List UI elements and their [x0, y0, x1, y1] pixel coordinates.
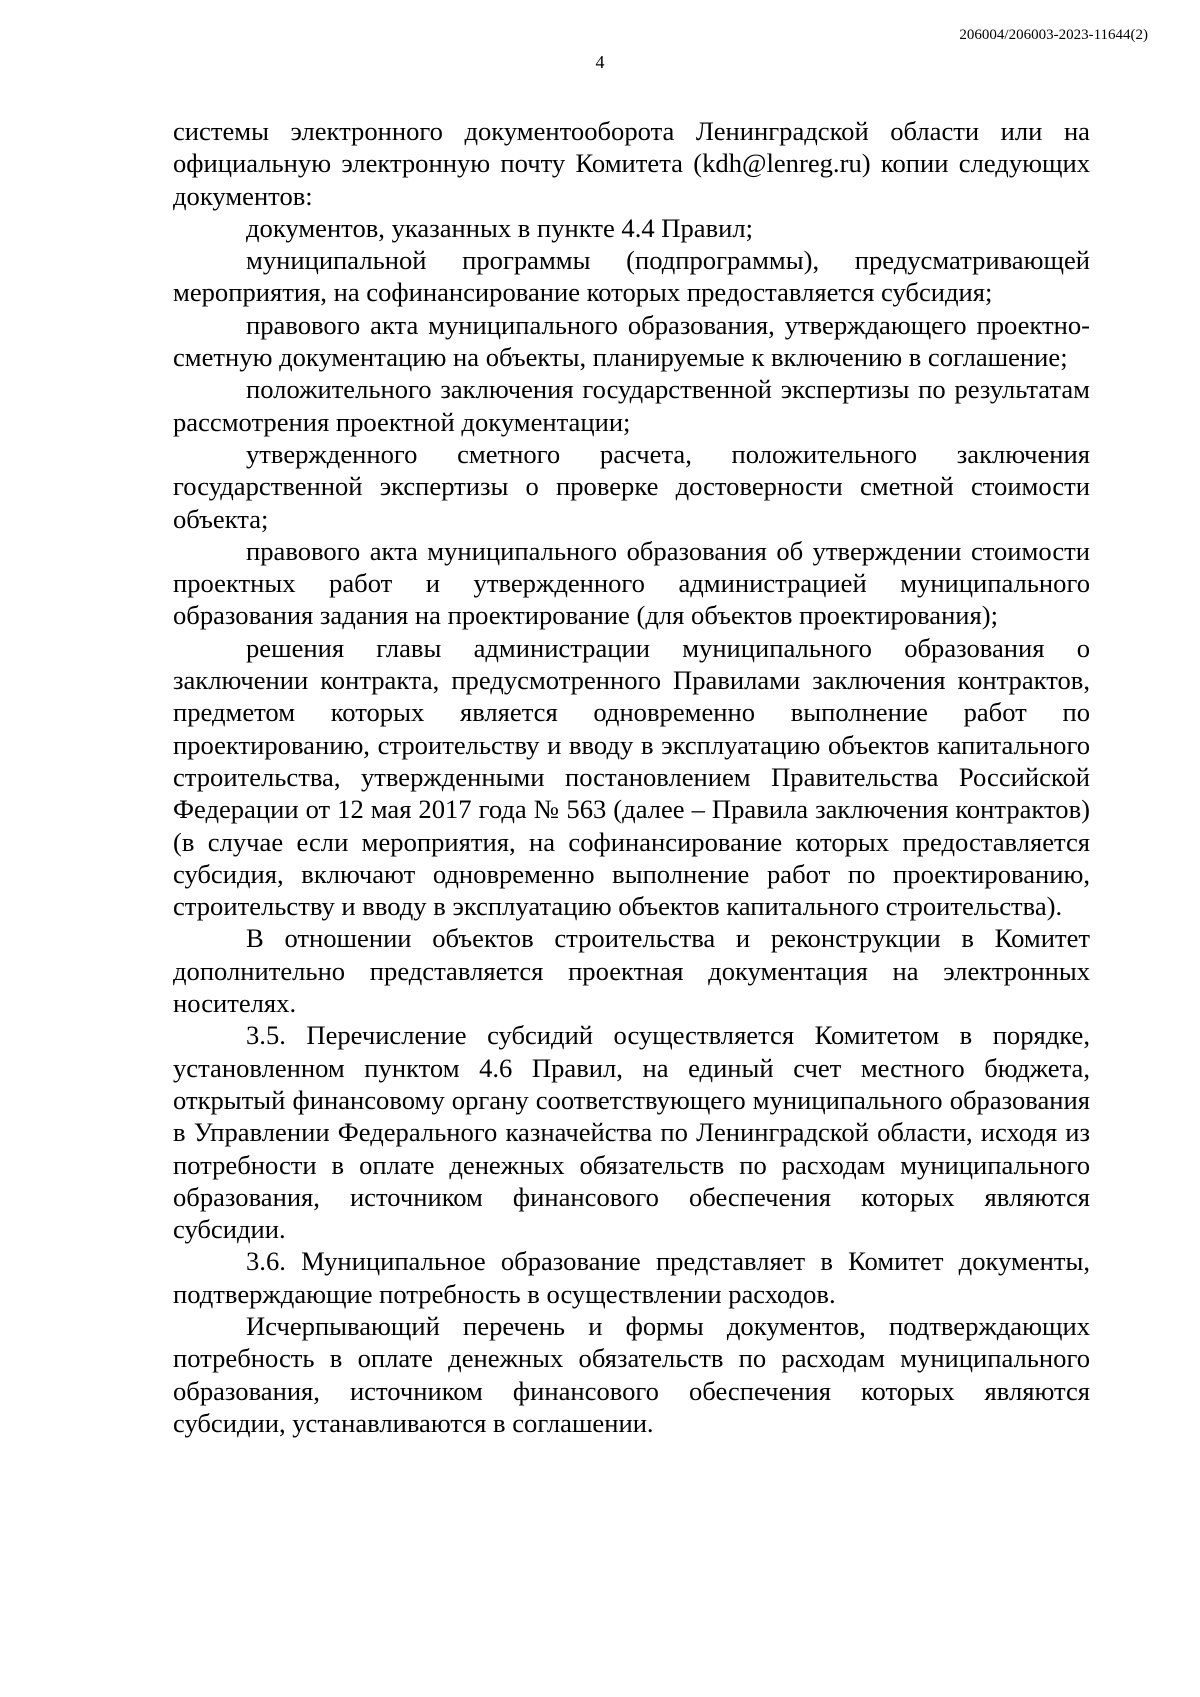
paragraph-intro: системы электронного документооборота Ленинградской области или на официальную электронную почту Комитета (kdh@lenreg.ru) копии следующих документов:: [173, 116, 1090, 211]
list-item-municipal-program: муниципальной программы (подпрограммы), предусматривающей мероприятия, на софинансирование которых предоставляется субсидия;: [173, 245, 1090, 308]
list-item-head-decision: решения главы администрации муниципального образования о заключении контракта, предусмотренного Правилами заключения контрактов, предметом которых является одновременно выполнение работ по проектированию, строительству и вводу в эксплуатацию объектов капитального строительства, утвержденными постановлением Правительства Российской Федерации от 12 мая 2017 года № 563 (далее – Правила заключения контрактов) (в случае если мероприятия, на софинансирование которых предоставляется субсидия, включают одновременно выполнение работ по проектированию, строительству и вводу в эксплуатацию объектов капитального строительства).: [173, 632, 1090, 922]
document-registration-number: 206004/206003-2023-11644(2): [959, 27, 1148, 43]
document-body: [173, 115, 1090, 1439]
paragraph-exhaustive-list: Исчерпывающий перечень и формы документов, подтверждающих потребность в оплате денежных обязательств по расходам муниципального образования, источником финансового обеспечения которых являются субсидии, устанавливаются в соглашении.: [173, 1310, 1090, 1438]
paragraph-3-5: 3.5. Перечисление субсидий осуществляется Комитетом в порядке, установленном пунктом 4.6 Правил, на единый счет местного бюджета, открытый финансовому органу соответствующего муниципального образования в Управлении Федерального казначейства по Ленинградской области, исходя из потребности в оплате денежных обязательств по расходам муниципального образования, источником финансового обеспечения которых являются субсидии.: [173, 1020, 1090, 1245]
list-item-state-expertise: положительного заключения государственной экспертизы по результатам рассмотрения проектной документации;: [173, 374, 1090, 437]
list-item-documents-4-4: документов, указанных в пункте 4.4 Правил;: [246, 212, 754, 243]
list-item-estimate: утвержденного сметного расчета, положительного заключения государственной экспертизы о проверке достоверности сметной стоимости объекта;: [173, 438, 1090, 534]
paragraph-3-6: 3.6. Муниципальное образование представляет в Комитет документы, подтверждающие потребность в осуществлении расходов.: [173, 1246, 1090, 1309]
page-number: 4: [595, 52, 605, 72]
list-item-legal-act-design-docs: правового акта муниципального образования, утверждающего проектно-сметную документацию на объекты, планируемые к включению в соглашение;: [173, 309, 1090, 373]
paragraph-construction-docs: В отношении объектов строительства и реконструкции в Комитет дополнительно представляется проектная документация на электронных носителях.: [173, 923, 1090, 1019]
list-item-legal-act-cost: правового акта муниципального образования об утверждении стоимости проектных работ и утвержденного администрацией муниципального образования задания на проектирование (для объектов проектирования);: [173, 535, 1090, 631]
